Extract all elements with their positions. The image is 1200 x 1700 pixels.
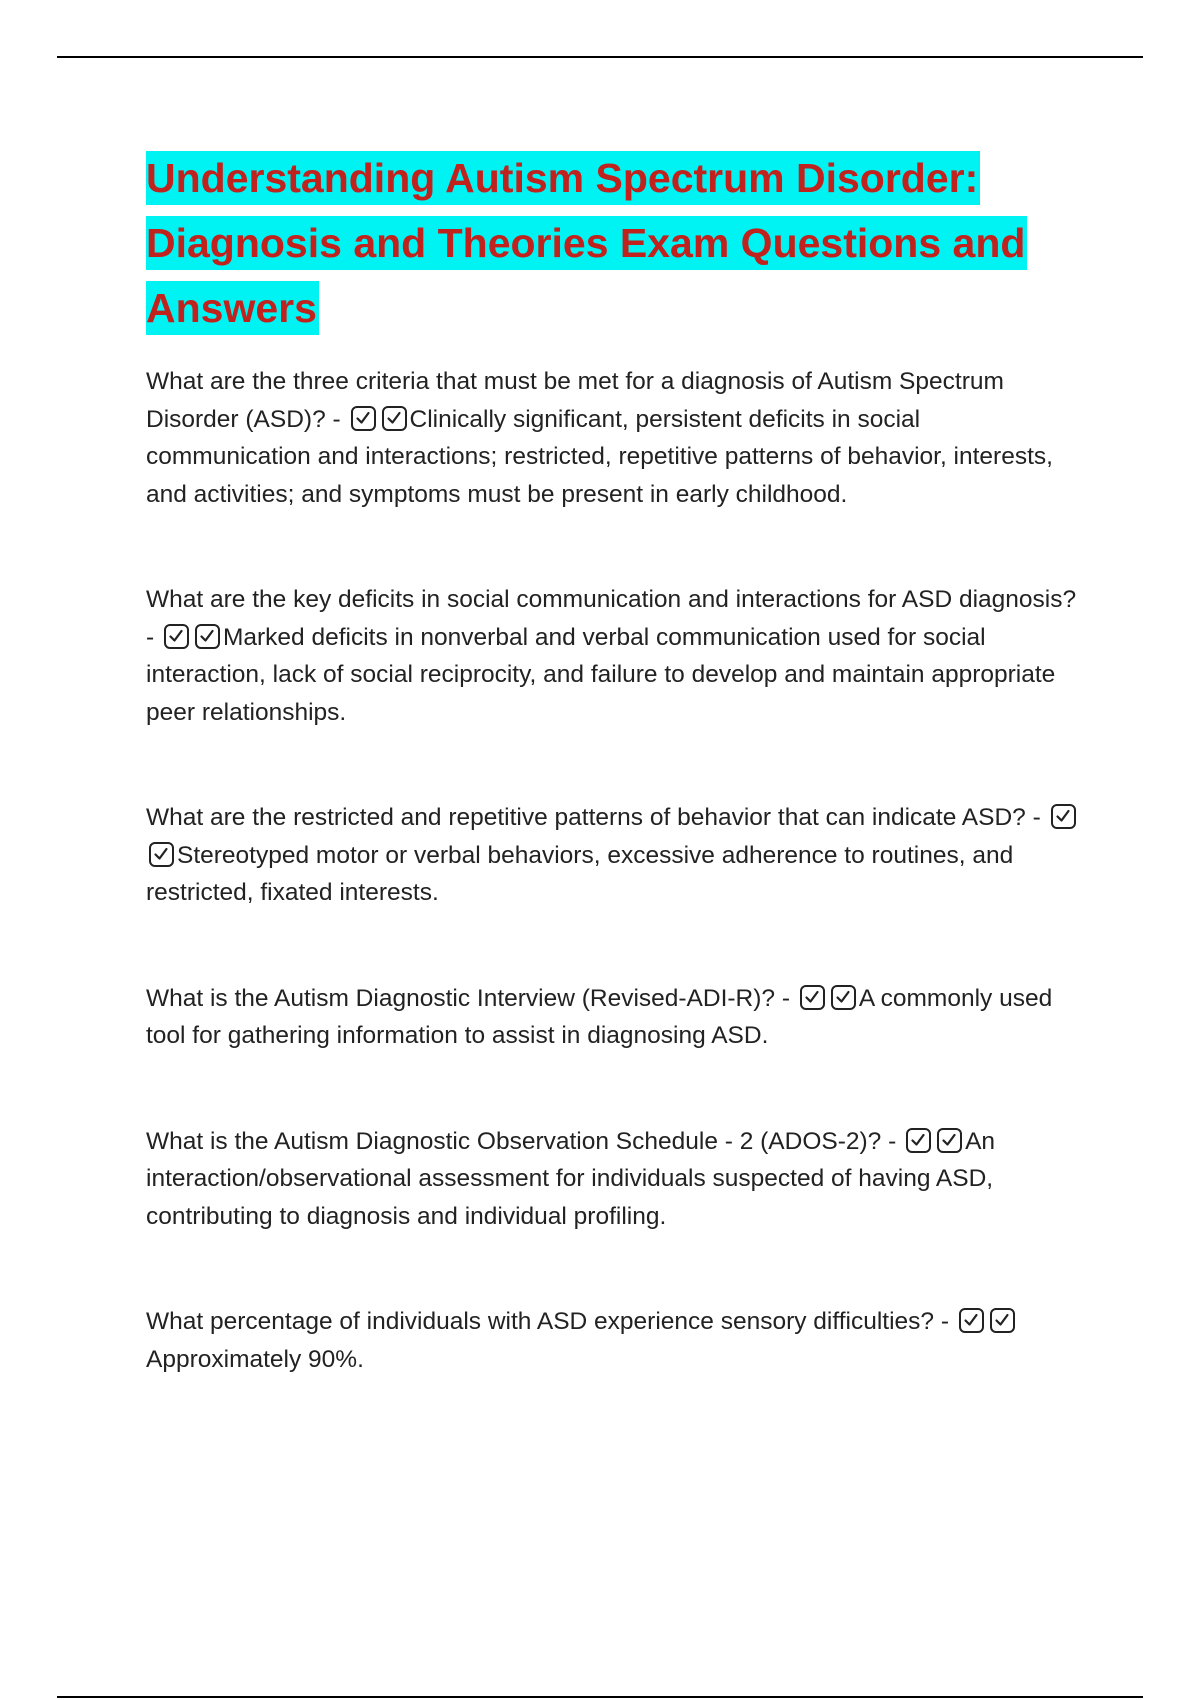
- answer-text: Approximately 90%.: [146, 1345, 364, 1373]
- qa-item: [146, 581, 1091, 731]
- top-rule: [57, 56, 1143, 58]
- separator: -: [934, 1308, 956, 1335]
- check-box-icon: [164, 624, 189, 649]
- check-box-icon: [800, 985, 825, 1010]
- check-box-icon: [937, 1128, 962, 1153]
- check-box-icon: [959, 1308, 984, 1333]
- question-text: What are the restricted and repetitive patterns of behavior that can indicate ASD?: [146, 804, 1026, 831]
- check-box-icon: [351, 406, 376, 431]
- question-text: What are the key deficits in social communication and interactions for ASD diagnosis?: [146, 586, 1077, 613]
- question-text: What are the three criteria that must be met for a diagnosis of Autism Spectrum Disorder (ASD)?: [146, 368, 1004, 433]
- document-title-text: Understanding Autism Spectrum Disorder: Diagnosis and Theories Exam Questions and Answers: [146, 151, 1027, 335]
- separator: -: [775, 984, 797, 1012]
- qa-item: [146, 1123, 1091, 1236]
- separator: -: [881, 1127, 904, 1155]
- check-box-icon: [990, 1308, 1015, 1333]
- answer-text: Marked deficits in nonverbal and verbal communication used for social interaction, lack of social reciprocity, and failure to develop and maintain appropriate peer relationships.: [146, 623, 1056, 726]
- question-text: What is the Autism Diagnostic Interview (Revised-ADI-R)?: [146, 984, 776, 1012]
- qa-list: [146, 363, 1091, 1378]
- qa-item: [146, 1303, 1091, 1378]
- qa-item: [146, 799, 1091, 912]
- separator: -: [1025, 804, 1048, 831]
- check-box-icon: [906, 1128, 931, 1153]
- check-box-icon: [831, 985, 856, 1010]
- qa-item: [146, 980, 1091, 1055]
- separator: -: [325, 405, 348, 433]
- question-text: What percentage of individuals with ASD experience sensory difficulties?: [146, 1308, 935, 1335]
- answer-text: Stereotyped motor or verbal behaviors, excessive adherence to routines, and restricted, fixated interests.: [146, 841, 1014, 906]
- separator: -: [146, 623, 161, 651]
- document-body: [146, 146, 1091, 1446]
- check-box-icon: [382, 406, 407, 431]
- bottom-rule: [57, 1696, 1143, 1698]
- document-title: [146, 146, 1091, 341]
- answer-text: An interaction/observational assessment for individuals suspected of having ASD, contributing to diagnosis and individual profiling.: [146, 1127, 996, 1230]
- check-box-icon: [1051, 804, 1076, 829]
- qa-item: [146, 363, 1091, 513]
- check-box-icon: [195, 624, 220, 649]
- answer-text: A commonly used tool for gathering information to assist in diagnosing ASD.: [146, 984, 1053, 1049]
- question-text: What is the Autism Diagnostic Observation Schedule - 2 (ADOS-2)?: [146, 1127, 882, 1155]
- answer-text: Clinically significant, persistent deficits in social communication and interactions; restricted, repetitive patterns of behavior, interests, and activities; and symptoms must be present in early childhood.: [146, 405, 1053, 508]
- check-box-icon: [149, 842, 174, 867]
